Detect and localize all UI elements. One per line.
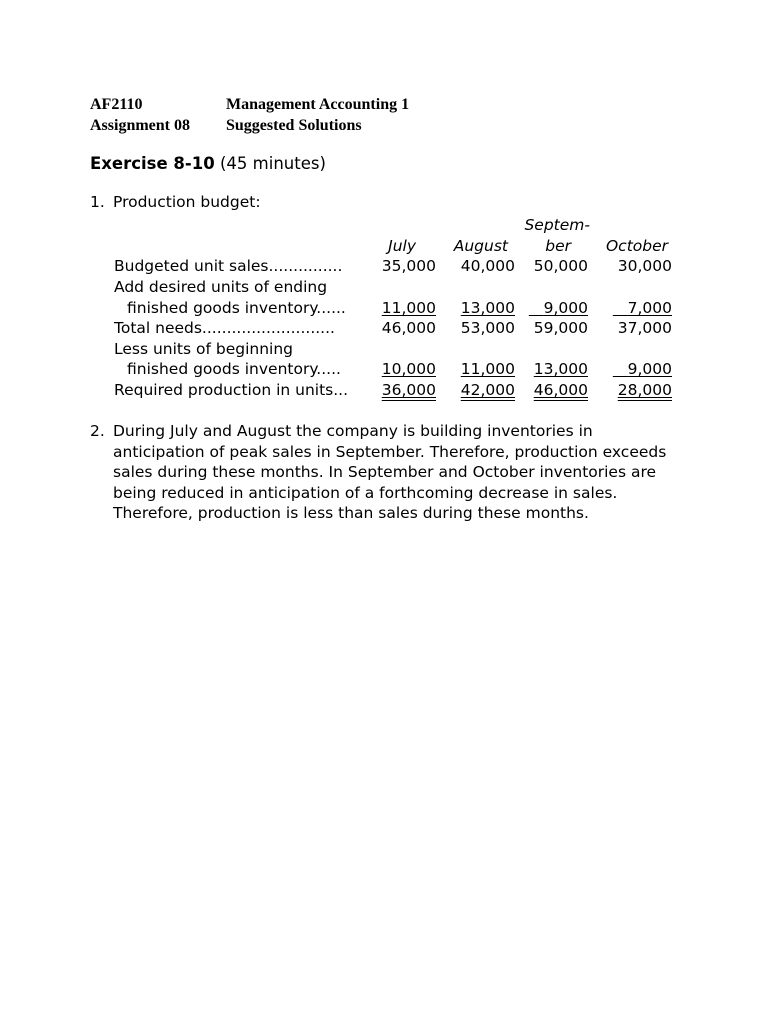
part1-title: Production budget: — [113, 193, 261, 211]
part2-line-2: anticipation of peak sales in September. Therefore, production exceeds — [113, 442, 667, 461]
cell-required-august: 42,000 — [460, 381, 515, 399]
row-label-add-desired: Add desired units of ending — [114, 278, 328, 296]
col-header-august: August — [453, 237, 508, 255]
header-line-2 — [90, 116, 362, 136]
part2-line-5: Therefore, production is less than sales during these months. — [113, 504, 589, 522]
part2-line-3: sales during these months. In September and October inventories are — [113, 463, 657, 481]
cell-ending-july: 11,000 — [381, 299, 436, 317]
row-label-less-beginning: Less units of beginning — [114, 340, 294, 358]
cell-total-july: 46,000 — [381, 319, 436, 337]
cell-sales-august: 40,000 — [460, 257, 515, 275]
cell-ending-september: 9,000 — [543, 299, 588, 317]
doc-type: Suggested Solutions — [226, 117, 362, 134]
cell-required-july: 36,000 — [381, 381, 436, 399]
cell-required-september: 46,000 — [533, 381, 588, 399]
part2-line-4: being reduced in anticipation of a forthcoming decrease in sales. — [113, 483, 618, 502]
cell-total-september: 59,000 — [533, 319, 588, 337]
row-label-ending-inventory: finished goods inventory...... — [127, 299, 346, 317]
assignment-label: Assignment 08 — [90, 117, 191, 134]
cell-ending-august: 13,000 — [460, 299, 515, 317]
cell-required-october: 28,000 — [617, 381, 672, 399]
cell-sales-september: 50,000 — [533, 257, 588, 275]
col-header-september-2: ber — [545, 237, 571, 255]
part2-line-1: 2. During July and August the company is building inventories in — [90, 422, 593, 440]
part1-heading — [90, 192, 261, 213]
cell-total-october: 37,000 — [617, 319, 672, 337]
cell-beginning-october: 9,000 — [627, 360, 672, 378]
col-header-september-1: Septem- — [524, 216, 590, 234]
course-code: AF2110 — [90, 96, 143, 113]
col-header-october: October — [605, 237, 668, 255]
cell-ending-october: 7,000 — [627, 299, 672, 317]
cell-total-august: 53,000 — [460, 319, 515, 337]
row-label-total-needs: Total needs........................... — [114, 319, 335, 337]
course-name: Management Accounting 1 — [226, 96, 410, 113]
cell-sales-july: 35,000 — [381, 257, 436, 275]
row-label-budgeted-sales: Budgeted unit sales............... — [114, 257, 343, 275]
part2-paragraph — [90, 421, 666, 524]
cell-beginning-august: 11,000 — [460, 360, 515, 378]
cell-beginning-july: 10,000 — [381, 360, 436, 378]
part1-number: 1. — [90, 193, 105, 211]
part2-number: 2. — [90, 422, 105, 440]
exercise-number: Exercise 8-10 — [90, 154, 215, 173]
header-line-1 — [90, 95, 409, 115]
cell-beginning-september: 13,000 — [533, 360, 588, 378]
col-header-july: July — [388, 237, 416, 255]
exercise-title — [90, 154, 326, 175]
exercise-duration: (45 minutes) — [219, 154, 326, 173]
row-label-required-production: Required production in units... — [114, 381, 349, 399]
cell-sales-october: 30,000 — [617, 257, 672, 275]
row-label-beginning-inventory: finished goods inventory..... — [127, 360, 341, 378]
